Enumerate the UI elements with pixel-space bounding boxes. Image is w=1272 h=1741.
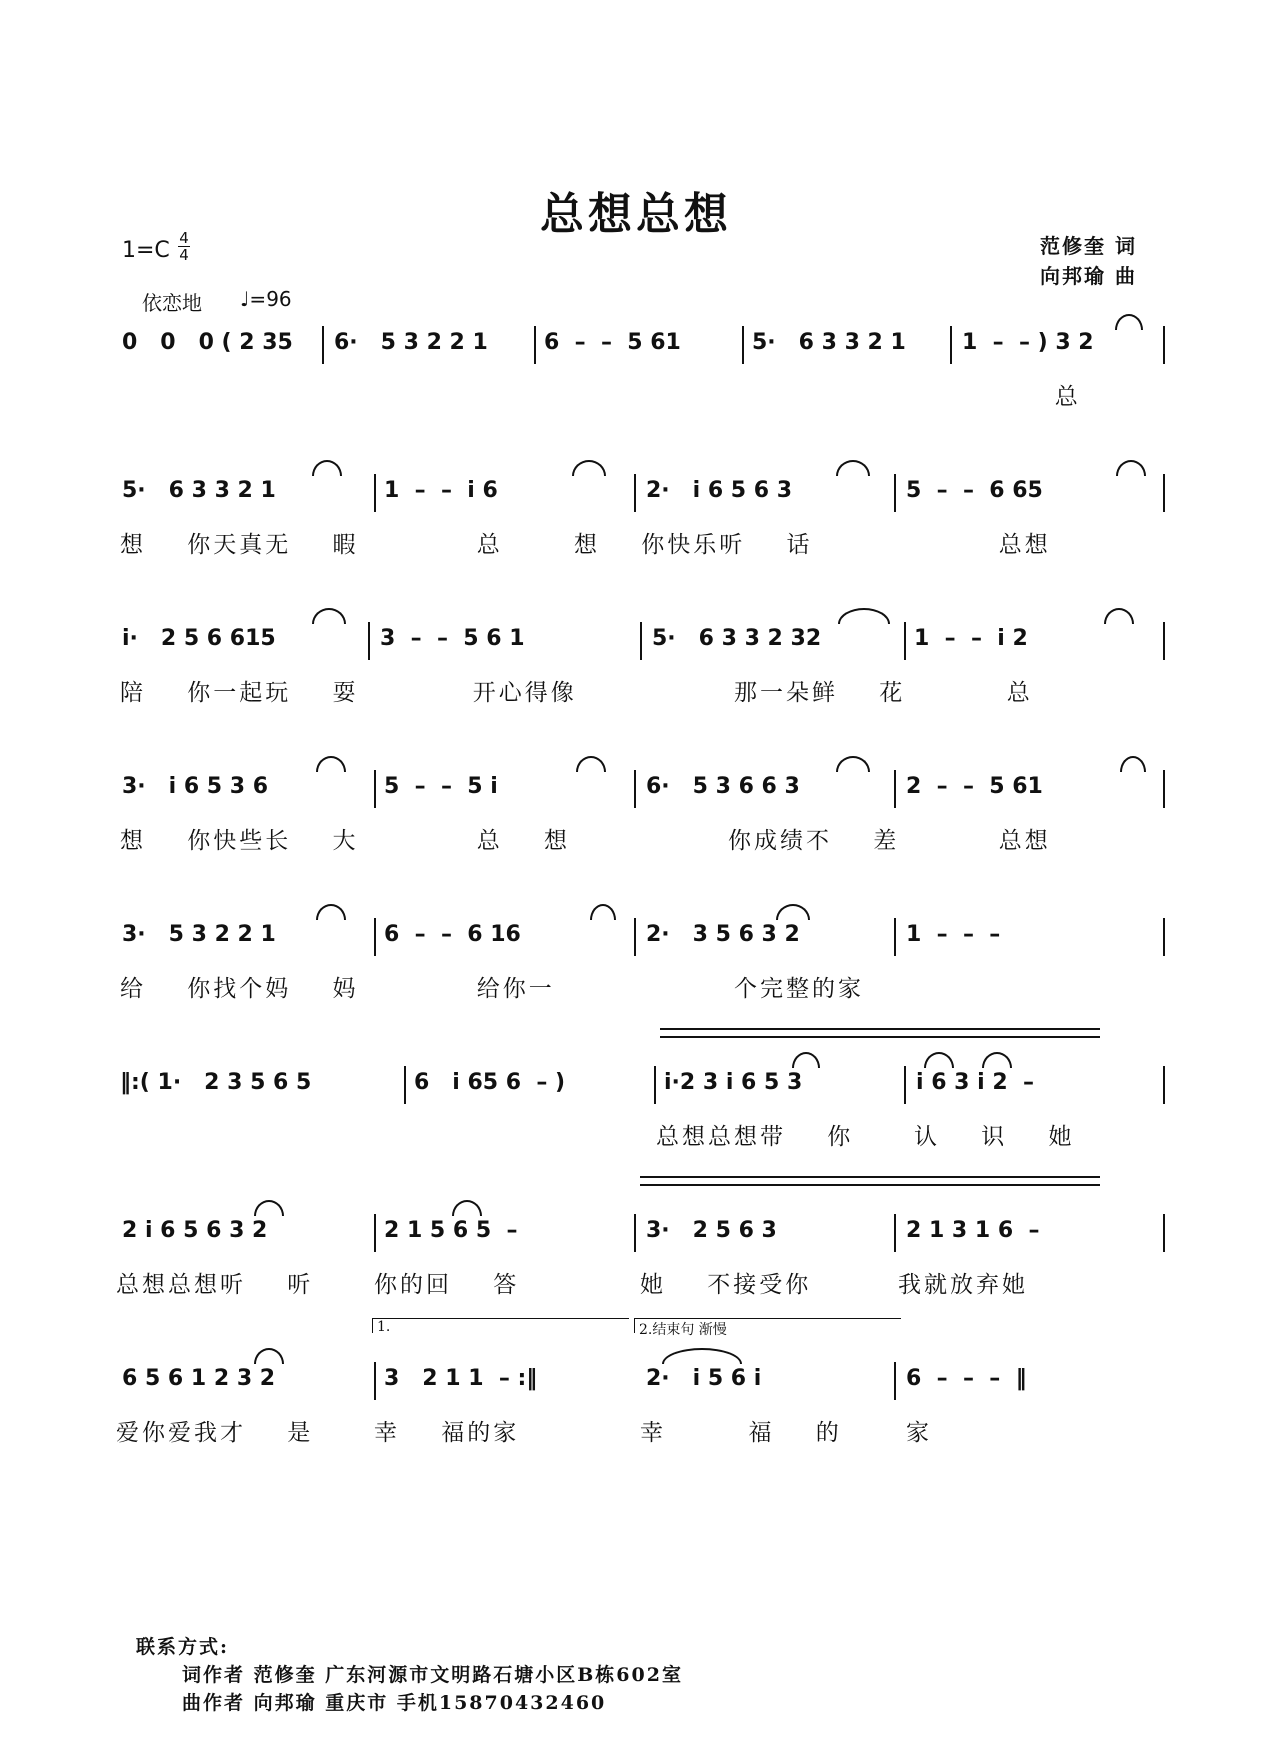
lyric-text: 想 你快乐听 话 — [574, 532, 813, 558]
lyric-text: 幸 福的家 — [374, 1420, 520, 1446]
measure-notes: 6· 5 3 6 6 3 — [646, 774, 800, 799]
measure-notes: 5· 6 3 3 2 32 — [652, 626, 822, 651]
measure-notes: 6 – – 5 61 — [544, 330, 681, 355]
lyric-text: 开心得像 — [380, 680, 577, 706]
barline — [1163, 326, 1165, 364]
measure-notes: 0 0 0 ( 2 35 — [122, 330, 293, 355]
score-line-8 — [0, 1366, 1272, 1486]
barline — [1163, 622, 1165, 660]
barline — [894, 770, 896, 808]
slur — [1120, 756, 1146, 772]
slur — [254, 1200, 284, 1216]
lyric-text: 想 你快些长 大 — [120, 828, 359, 854]
barline — [374, 1214, 376, 1252]
measure-notes: 6 – – – ‖ — [906, 1366, 1027, 1391]
lyric-text: 想 你天真无 暇 — [120, 532, 359, 558]
slur — [1104, 608, 1134, 624]
barline — [634, 918, 636, 956]
slur — [1116, 460, 1146, 476]
measure-notes: 2 i 6 5 6 3 2 — [122, 1218, 268, 1243]
barline — [322, 326, 324, 364]
time-sig-top: 4 — [179, 229, 189, 247]
score-line-1 — [0, 330, 1272, 450]
lyricist-credit: 范修奎 词 — [1040, 234, 1137, 258]
slur — [312, 608, 346, 624]
slur — [838, 608, 890, 624]
lyric-text: 给你一 — [384, 976, 555, 1002]
measure-notes: 3· 5 3 2 2 1 — [122, 922, 276, 947]
slur — [576, 756, 606, 772]
barline — [404, 1066, 406, 1104]
barline — [894, 918, 896, 956]
time-signature — [178, 230, 190, 263]
measure-notes: 3· i 6 5 3 6 — [122, 774, 269, 799]
lyric-text: 我就放弃她 — [898, 1272, 1028, 1298]
barline — [1163, 474, 1165, 512]
barline — [654, 1066, 656, 1104]
slur — [316, 756, 346, 772]
measure-notes: 2· i 5 6 i — [646, 1366, 762, 1391]
measure-notes: 6 i 65 6 – ) — [414, 1070, 566, 1095]
barline — [640, 622, 642, 660]
slur — [776, 904, 810, 920]
contact-heading: 联系方式: — [136, 1636, 230, 1658]
slur — [316, 904, 346, 920]
measure-notes: ‖:( 1· 2 3 5 6 5 — [120, 1070, 312, 1095]
measure-notes: 6 5 6 1 2 3 2 — [122, 1366, 276, 1391]
slur — [982, 1052, 1012, 1068]
score-line-3 — [0, 626, 1272, 746]
contact-lyricist: 词作者 范修奎 广东河源市文明路石塘小区B栋602室 — [182, 1664, 683, 1686]
lyric-text: 总想总想带 你 — [656, 1124, 854, 1150]
lyric-text: 总 — [384, 532, 503, 558]
barline — [374, 1362, 376, 1400]
barline — [894, 474, 896, 512]
barline — [894, 1214, 896, 1252]
score-line-2 — [0, 478, 1272, 598]
measure-notes: 2 – – 5 61 — [906, 774, 1043, 799]
lyric-text: 家 — [906, 1420, 932, 1446]
barline — [374, 918, 376, 956]
lyric-text: 总 想 — [384, 828, 571, 854]
barline — [634, 474, 636, 512]
slur — [1115, 314, 1143, 330]
lyric-text: 总想 — [906, 532, 1051, 558]
slur — [836, 756, 870, 772]
measure-notes: 3 – – 5 6 1 — [380, 626, 525, 651]
slur — [836, 460, 870, 476]
double-line-mark — [640, 1176, 1100, 1186]
lyric-text: 总想总想听 听 — [116, 1272, 314, 1298]
lyric-text: 给 你找个妈 妈 — [120, 976, 359, 1002]
lyric-text: 个完整的家 — [734, 976, 864, 1002]
measure-notes: 5 – – 6 65 — [906, 478, 1043, 503]
slur — [572, 460, 606, 476]
barline — [1163, 1214, 1165, 1252]
composer-credit: 向邦瑜 曲 — [1040, 264, 1137, 288]
measure-notes: 1 – – ) 3 2 — [962, 330, 1094, 355]
lyric-text: 总想 — [906, 828, 1051, 854]
slur — [662, 1348, 742, 1364]
slur — [254, 1348, 284, 1364]
slur — [312, 460, 342, 476]
measure-notes: 5· 6 3 3 2 1 — [122, 478, 276, 503]
measure-notes: 6· 5 3 2 2 1 — [334, 330, 488, 355]
measure-notes: 2 1 3 1 6 – — [906, 1218, 1040, 1243]
measure-notes: 1 – – i 2 — [914, 626, 1028, 651]
measure-notes: i·2 3 i 6 5 3 — [664, 1070, 803, 1095]
measure-notes: 1 – – i 6 — [384, 478, 498, 503]
measure-notes: 5· 6 3 3 2 1 — [752, 330, 906, 355]
barline — [374, 474, 376, 512]
barline — [368, 622, 370, 660]
measure-notes: 6 – – 6 16 — [384, 922, 521, 947]
barline — [1163, 770, 1165, 808]
barline — [950, 326, 952, 364]
lyric-text: 爱你爱我才 是 — [116, 1420, 314, 1446]
barline — [1163, 918, 1165, 956]
double-line-mark — [660, 1028, 1100, 1038]
measure-notes: 3 2 1 1 – :‖ — [384, 1366, 538, 1391]
barline — [742, 326, 744, 364]
slur — [924, 1052, 954, 1068]
lyric-text: 她 不接受你 — [640, 1272, 812, 1298]
lyric-text: 你的回 答 — [374, 1272, 520, 1298]
barline — [894, 1362, 896, 1400]
slur — [452, 1200, 482, 1216]
measure-notes: 2 1 5 6 5 – — [384, 1218, 518, 1243]
measure-notes: 1 – – – — [906, 922, 1001, 947]
song-title: 总想总想 — [540, 189, 732, 240]
second-ending-bracket: 2.结束句 渐慢 — [634, 1318, 901, 1333]
time-sig-bottom: 4 — [179, 246, 189, 264]
slur — [792, 1052, 820, 1068]
measure-notes: 2· 3 5 6 3 2 — [646, 922, 800, 947]
lyric-text: 那一朵鲜 花 — [734, 680, 906, 706]
measure-notes: i· 2 5 6 615 — [122, 626, 276, 651]
barline — [904, 1066, 906, 1104]
lyric-text: 陪 你一起玩 耍 — [120, 680, 359, 706]
measure-notes: 2· i 6 5 6 3 — [646, 478, 793, 503]
measure-notes: i 6 3 i 2 – — [916, 1070, 1034, 1095]
score-line-4 — [0, 774, 1272, 894]
measure-notes: 5 – – 5 i — [384, 774, 498, 799]
slur — [590, 904, 616, 920]
barline — [634, 770, 636, 808]
lyric-text: 你成绩不 差 — [728, 828, 900, 854]
tempo-mark: ♩=96 — [240, 287, 292, 311]
lyric-text: 认 识 她 — [914, 1124, 1075, 1150]
barline — [374, 770, 376, 808]
first-ending-bracket: 1. — [372, 1318, 629, 1333]
expression-mark: 依恋地 — [142, 291, 202, 315]
barline — [1163, 1066, 1165, 1104]
score-line-6 — [0, 1070, 1272, 1190]
barline — [534, 326, 536, 364]
barline — [904, 622, 906, 660]
barline — [634, 1214, 636, 1252]
lyric-text: 总 — [914, 680, 1033, 706]
key-signature: 1=C — [122, 238, 170, 263]
measure-notes: 3· 2 5 6 3 — [646, 1218, 777, 1243]
contact-composer: 曲作者 向邦瑜 重庆市 手机15870432460 — [182, 1692, 607, 1714]
lyric-text: 幸 福 的 — [640, 1420, 842, 1446]
score-line-5 — [0, 922, 1272, 1042]
lyric-text: 总 — [962, 384, 1081, 410]
